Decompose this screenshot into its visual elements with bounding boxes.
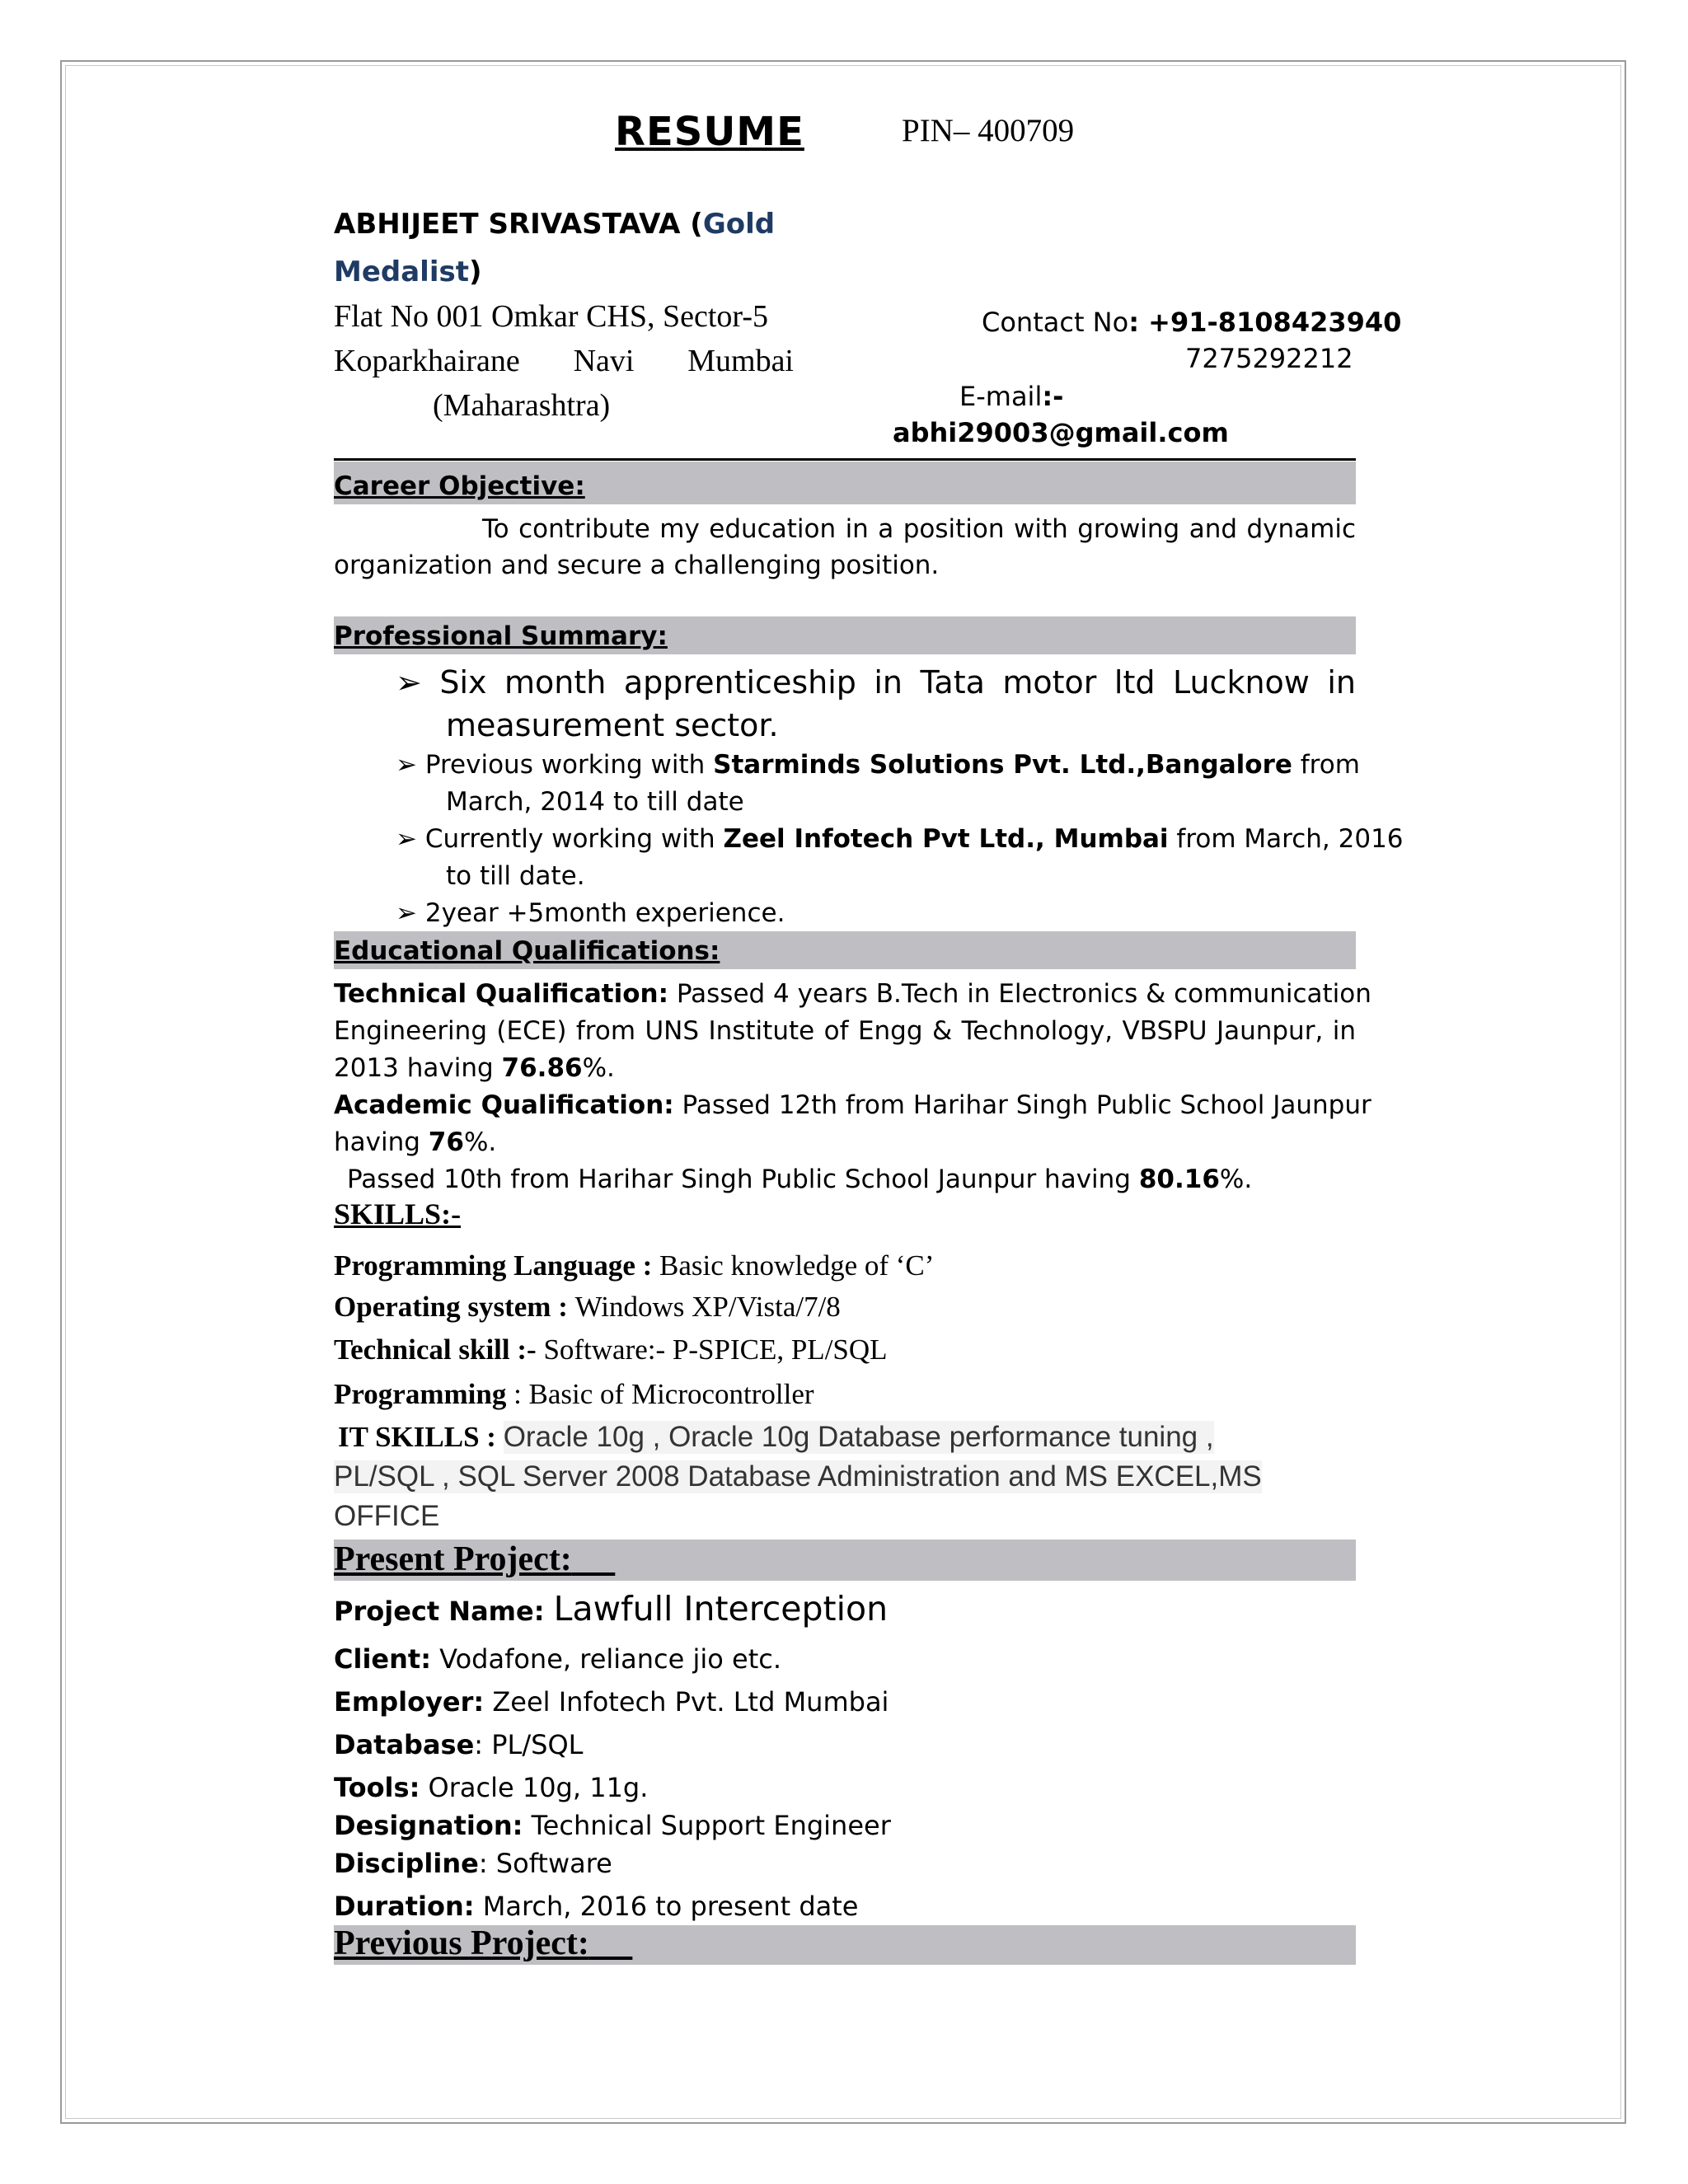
address-city-1: Koparkhairane — [334, 344, 520, 378]
summary-heading: Professional Summary: — [334, 621, 668, 651]
project-tools-label: Tools: — [334, 1772, 420, 1803]
summary-item-3 — [396, 824, 1404, 854]
it-skills-line-2: PL/SQL , SQL Server 2008 Database Administration and MS EXCEL,MS — [334, 1460, 1262, 1493]
project-designation-label: Designation: — [334, 1810, 523, 1841]
tech-qual-text-1: Passed 4 years B.Tech in Electronics & communication — [668, 979, 1372, 1009]
tech-qual-line-2: Engineering (ECE) from UNS Institute of Engg & Technology, VBSPU Jaunpur, in — [334, 1016, 1356, 1046]
acad-qual-line-2 — [334, 1127, 1356, 1157]
header-divider — [334, 458, 1356, 461]
previous-project-heading — [334, 1924, 632, 1963]
summary-item-3-pre: Currently working with — [424, 824, 724, 854]
project-client-label: Client: — [334, 1643, 431, 1675]
project-client-value: Vodafone, reliance jio etc. — [431, 1643, 782, 1675]
tech-qual-year: 2013 having — [334, 1053, 502, 1083]
skill-prog-language-value: Basic knowledge of ‘C’ — [659, 1249, 935, 1282]
project-tools-row — [334, 1772, 648, 1803]
tech-qual-percent: 76.86 — [501, 1053, 583, 1083]
phone-primary: 8108423940 — [1217, 307, 1402, 338]
it-skills-line-1 — [338, 1421, 1214, 1454]
summary-item-1 — [396, 664, 1356, 701]
career-line-2: organization and secure a challenging position. — [334, 551, 940, 580]
project-name-label: Project Name: — [334, 1596, 554, 1627]
project-database-value: : PL/SQL — [474, 1729, 584, 1760]
it-skills-label: IT SKILLS : — [338, 1421, 504, 1453]
arrow-icon: ➢ — [396, 750, 417, 780]
skill-prog-language — [334, 1249, 934, 1282]
skill-programming — [334, 1378, 814, 1411]
address-line-3: (Maharashtra) — [433, 388, 611, 423]
project-employer-label: Employer: — [334, 1686, 485, 1718]
project-designation-value: Technical Support Engineer — [523, 1810, 891, 1841]
summary-item-3-company: Zeel Infotech Pvt Ltd., Mumbai — [723, 824, 1169, 854]
project-database-label: Database — [334, 1729, 475, 1760]
skill-os-label: Operating system : — [334, 1291, 575, 1323]
project-duration-row — [334, 1891, 858, 1922]
arrow-icon: ➢ — [396, 824, 417, 854]
email-label-line — [959, 381, 1063, 412]
acad-qual-label: Academic Qualification: — [334, 1090, 674, 1120]
summary-item-2 — [396, 750, 1360, 780]
career-heading: Career Objective: — [334, 471, 585, 501]
address-city-2: Navi — [573, 344, 635, 378]
address-city-3: Mumbai — [687, 344, 794, 378]
summary-item-4 — [396, 898, 785, 928]
previous-project-title: Previous Project: — [334, 1924, 589, 1962]
tenth-qual-percent-sign: %. — [1219, 1165, 1253, 1194]
project-designation-row — [334, 1810, 891, 1841]
address-line-2 — [334, 343, 794, 379]
skill-programming-label: Programming — [334, 1378, 507, 1410]
project-employer-value: Zeel Infotech Pvt. Ltd Mumbai — [484, 1686, 889, 1718]
project-employer-row — [334, 1686, 889, 1718]
resume-title: RESUME — [615, 109, 804, 155]
skill-os — [334, 1291, 841, 1324]
it-skills-text-1: Oracle 10g , Oracle 10g Database performance tuning , — [503, 1421, 1214, 1453]
project-tools-value: Oracle 10g, 11g. — [420, 1772, 649, 1803]
award-line — [334, 255, 482, 288]
skill-technical-value: Software:- P-SPICE, PL/SQL — [543, 1333, 888, 1366]
skill-technical — [334, 1333, 888, 1366]
tenth-qual-line — [347, 1165, 1369, 1194]
email-sep: :- — [1042, 381, 1064, 412]
award-close: ) — [468, 255, 482, 288]
summary-item-3-post: from March, 2016 — [1168, 824, 1404, 854]
summary-item-3-cont: to till date. — [446, 861, 585, 891]
tech-qual-percent-sign: %. — [582, 1053, 615, 1083]
tech-qual-line-1 — [334, 979, 1372, 1009]
arrow-icon: ➢ — [396, 664, 422, 701]
project-discipline-label: Discipline — [334, 1848, 479, 1879]
award-text-1: Gold — [702, 208, 776, 241]
contact-line — [982, 307, 1401, 338]
contact-sep: : +91- — [1128, 307, 1218, 338]
skill-prog-language-label: Programming Language : — [334, 1249, 660, 1282]
acad-qual-text-1: Passed 12th from Harihar Singh Public School Jaunpur — [673, 1090, 1372, 1120]
project-client-row — [334, 1643, 781, 1675]
candidate-name — [334, 208, 775, 241]
tech-qual-line-3 — [334, 1053, 1356, 1083]
address-line-1: Flat No 001 Omkar CHS, Sector-5 — [334, 299, 768, 334]
project-duration-value: March, 2016 to present date — [474, 1891, 859, 1922]
acad-qual-percent: 76 — [428, 1127, 464, 1157]
skill-programming-value: : Basic of Microcontroller — [506, 1378, 814, 1410]
name-text: ABHIJEET SRIVASTAVA ( — [334, 208, 703, 241]
present-project-title: Present Project: — [334, 1540, 572, 1578]
skill-os-value: Windows XP/Vista/7/8 — [574, 1291, 841, 1323]
summary-item-4-text: 2year +5month experience. — [424, 898, 785, 928]
acad-qual-line-1 — [334, 1090, 1372, 1120]
tenth-qual-text: Passed 10th from Harihar Singh Public School Jaunpur having — [347, 1165, 1139, 1194]
career-line-1: To contribute my education in a position with growing and dynamic — [482, 514, 1356, 544]
project-discipline-row — [334, 1848, 612, 1879]
present-project-heading — [334, 1540, 615, 1579]
summary-item-1-cont: measurement sector. — [446, 707, 779, 743]
tech-qual-label: Technical Qualification: — [334, 979, 668, 1009]
acad-qual-percent-sign: %. — [463, 1127, 497, 1157]
project-database-row — [334, 1729, 583, 1760]
previous-project-underline-trail — [589, 1924, 633, 1962]
award-text-2: Medalist — [334, 255, 469, 288]
present-project-underline-trail — [572, 1540, 616, 1578]
acad-qual-having: having — [334, 1127, 429, 1157]
email-label: E-mail — [959, 381, 1043, 412]
summary-item-2-cont: March, 2014 to till date — [446, 787, 744, 817]
tenth-qual-percent: 80.16 — [1138, 1165, 1220, 1194]
skills-heading: SKILLS:- — [334, 1197, 462, 1230]
project-name-row — [334, 1589, 888, 1629]
project-discipline-value: : Software — [478, 1848, 612, 1879]
project-name-value: Lawfull Interception — [553, 1589, 889, 1629]
summary-item-1-text: Six month apprenticeship in Tata motor ltd Lucknow in — [439, 664, 1356, 701]
summary-item-2-post: from — [1292, 750, 1360, 780]
education-heading: Educational Qualifications: — [334, 936, 720, 966]
phone-secondary: 7275292212 — [1185, 343, 1353, 374]
arrow-icon: ➢ — [396, 898, 417, 928]
contact-label: Contact No — [982, 307, 1129, 338]
skill-technical-label: Technical skill :- — [334, 1333, 544, 1366]
it-skills-line-3: OFFICE — [334, 1500, 440, 1532]
summary-item-2-pre: Previous working with — [424, 750, 714, 780]
pin-code: PIN– 400709 — [902, 113, 1075, 148]
summary-item-2-company: Starminds Solutions Pvt. Ltd.,Bangalore — [713, 750, 1292, 780]
project-duration-label: Duration: — [334, 1891, 475, 1922]
email-address[interactable]: abhi29003@gmail.com — [893, 417, 1229, 448]
